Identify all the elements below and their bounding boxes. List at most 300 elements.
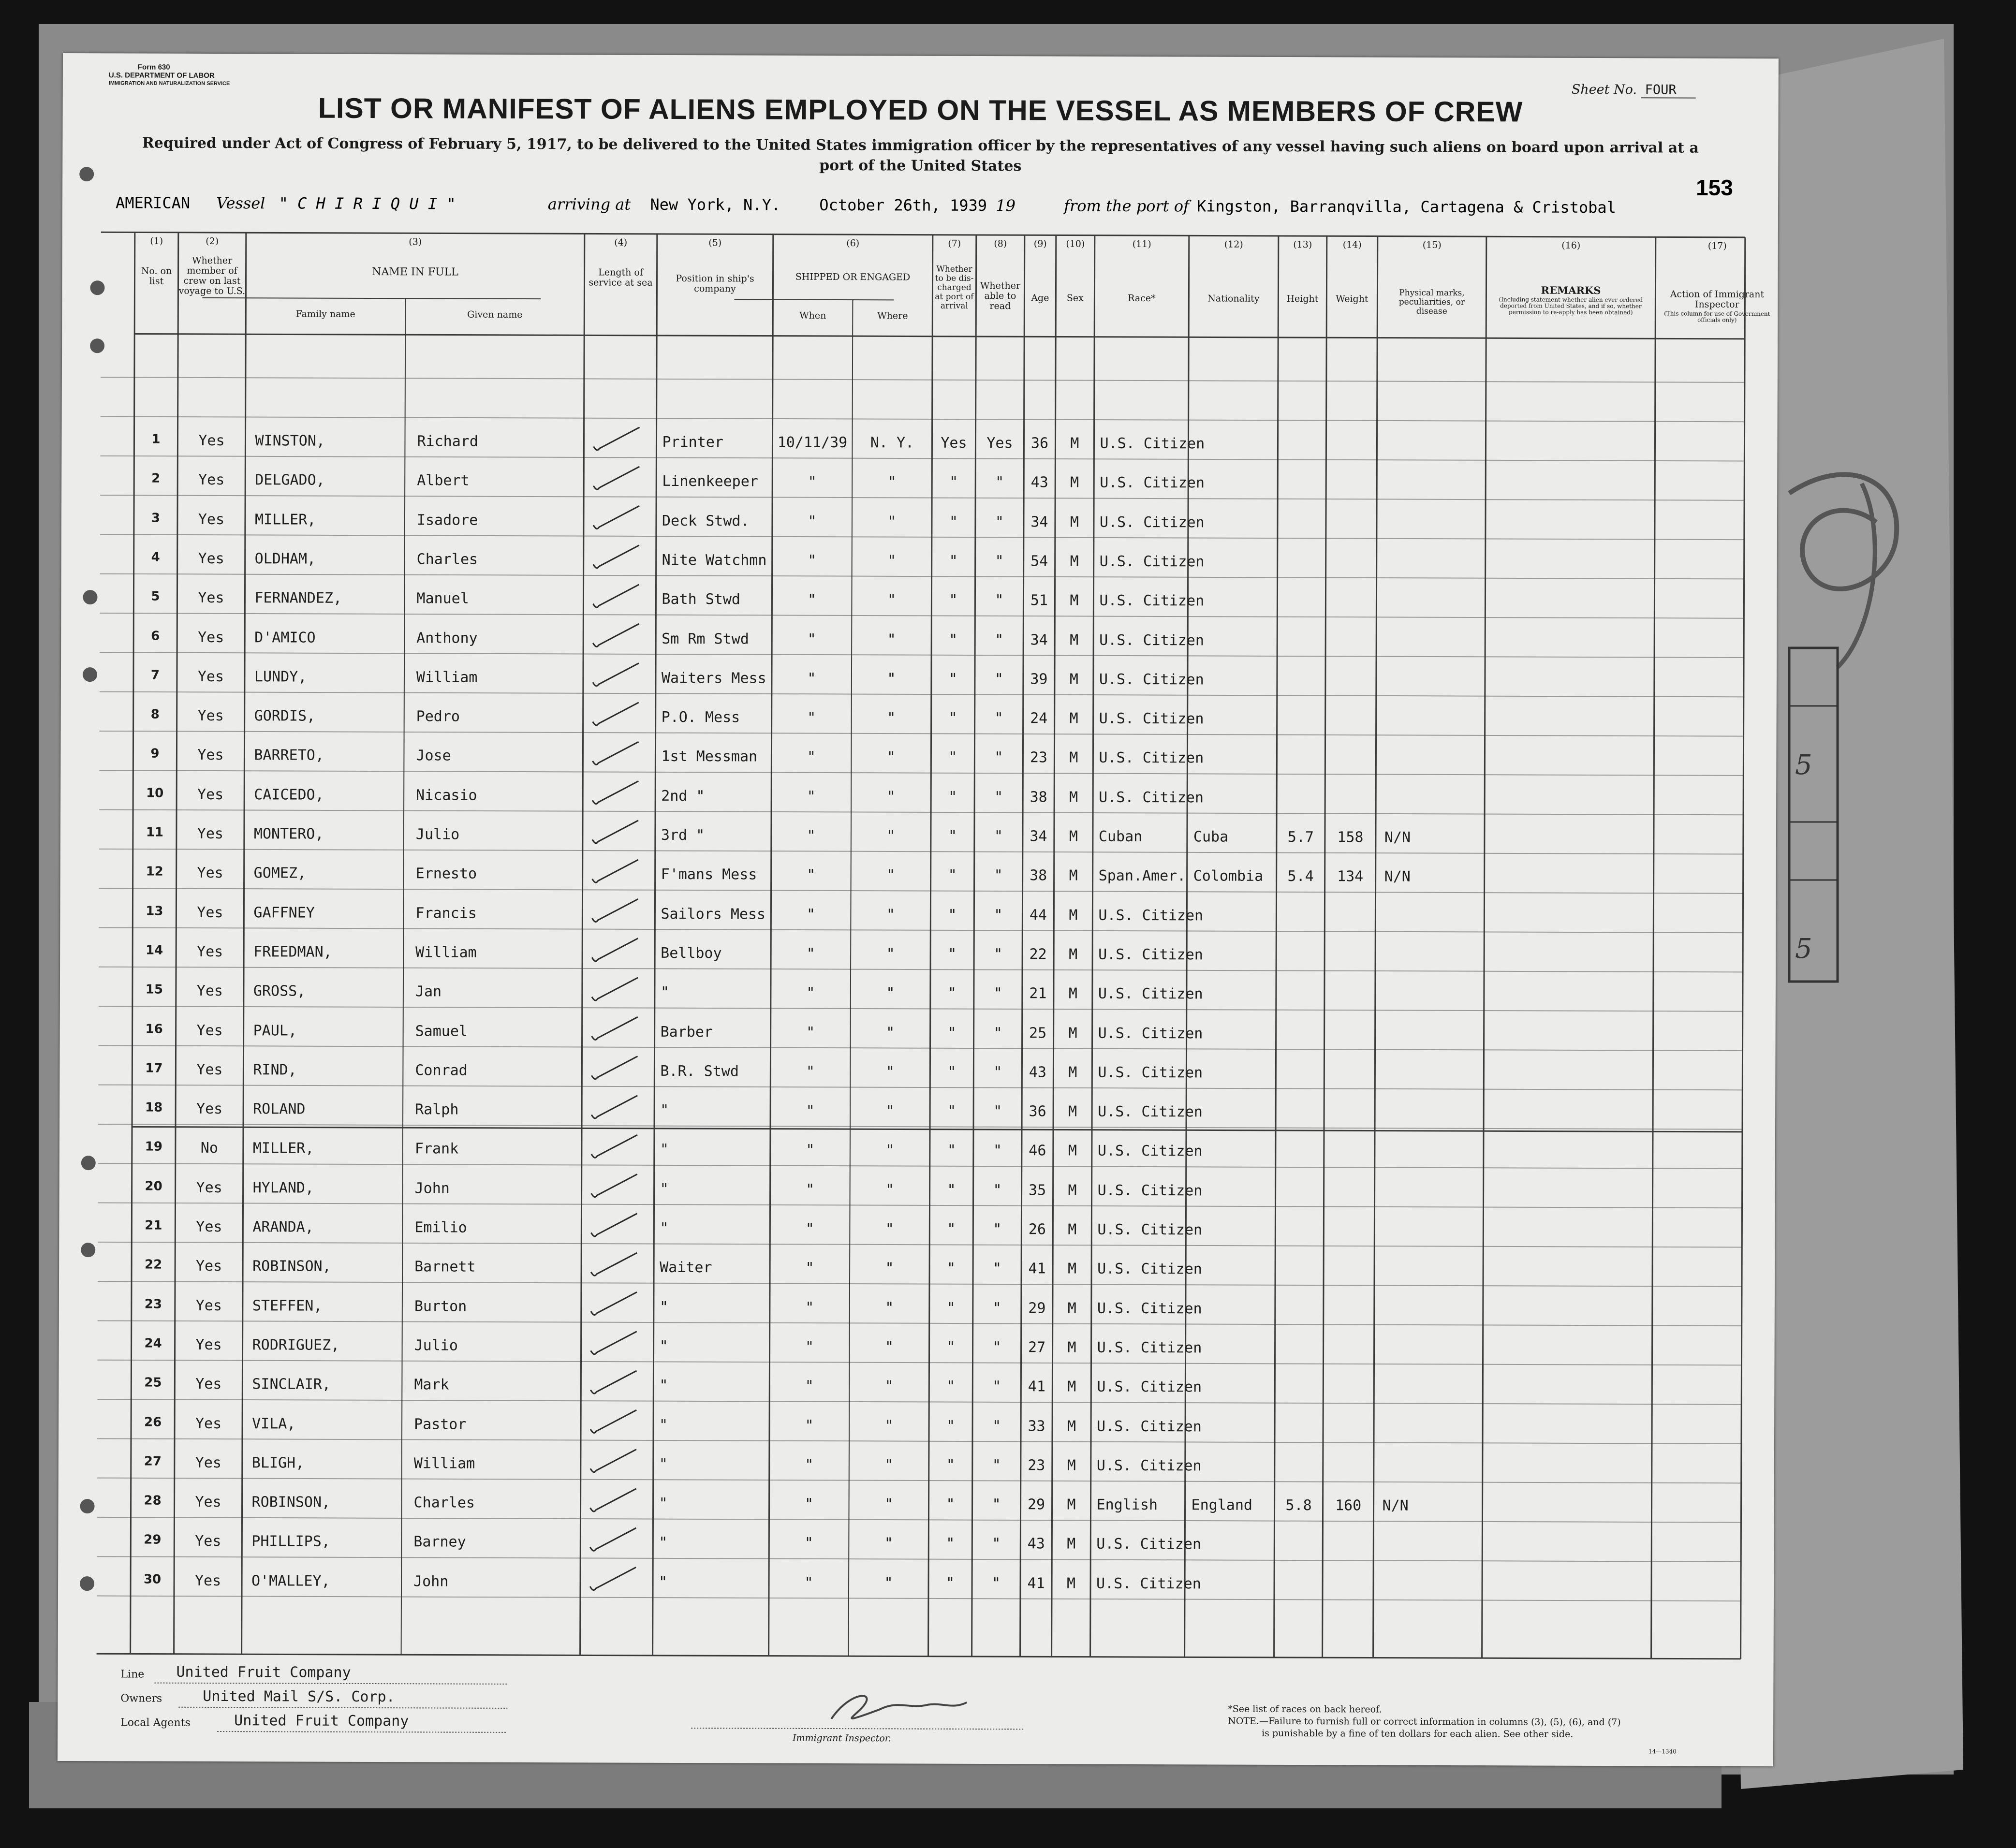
cell-age: 26 [1028,1221,1046,1238]
cell-race: English [1096,1496,1158,1514]
cell-position: " [660,1180,669,1198]
cell-family: STEFFEN, [252,1297,323,1315]
cell-sex: M [1068,985,1077,1002]
header-age: Age [1031,293,1049,304]
cell-position: " [659,1416,668,1434]
inspector-signature [831,1696,967,1719]
cell-member: Yes [195,1336,222,1353]
cell-race: U.S. Citizen [1096,1536,1202,1553]
cell-given: Anthony [416,629,478,647]
cell-when: " [805,1260,814,1277]
cell-position: " [660,1219,669,1237]
cell-race: U.S. Citizen [1099,789,1204,807]
cell-family: ROLAND [253,1100,306,1118]
cell-marks: N/N [1384,829,1411,846]
cell-read: " [993,1221,1002,1238]
cell-no: 28 [144,1493,162,1508]
cell-age: 33 [1028,1417,1045,1435]
cell-no: 5 [151,589,160,604]
cell-read: " [995,552,1004,570]
cell-where: " [887,670,896,688]
header-nationality: Nationality [1207,293,1260,304]
cell-family: WINSTON, [255,432,325,450]
cell-discharged: " [947,1181,956,1199]
cell-read: " [994,945,1003,963]
cell-sex: M [1067,1457,1076,1474]
cell-member: Yes [197,786,224,803]
cell-family: PHILLIPS, [251,1533,330,1551]
cell-race: U.S. Citizen [1099,671,1204,689]
cell-weight: 158 [1337,829,1364,846]
cell-family: FERNANDEZ, [254,589,342,607]
header-length-of-service: Length of service at sea [589,267,653,288]
cell-age: 39 [1030,671,1048,688]
cell-given: Julio [415,826,460,843]
cell-member: Yes [198,471,225,489]
cell-family: SINCLAIR, [252,1376,331,1393]
cell-given: Conrad [415,1062,468,1079]
col10-number: (10) [1066,238,1085,249]
margin-tally-upper: 5 [1795,749,1812,781]
cell-sex: M [1067,1535,1076,1553]
cell-age: 35 [1029,1181,1046,1199]
cell-race: U.S. Citizen [1099,592,1205,610]
cell-sex: M [1067,1339,1076,1356]
cell-position: " [659,1534,668,1552]
cell-sex: M [1069,710,1078,727]
cell-no: 27 [144,1454,162,1469]
cell-where: " [886,748,896,766]
cell-read: " [994,788,1003,806]
cell-age: 23 [1028,1457,1045,1474]
cell-family: DELGADO, [255,471,325,489]
cell-no: 17 [145,1061,163,1076]
cell-where: " [885,1181,895,1199]
cell-no: 22 [144,1257,162,1272]
header-action-note: (This column for use of Government officials only) [1664,310,1770,323]
cell-discharged: " [946,1338,956,1356]
cell-no: 14 [146,943,163,958]
cell-race: U.S. Citizen [1098,985,1203,1003]
cell-given: Jose [416,747,451,764]
cell-read: " [993,985,1002,1002]
cell-where: " [886,827,896,845]
header-action-of-inspector: Action of Immigrant Inspector [1670,289,1765,310]
cell-sex: M [1066,1575,1076,1592]
cell-sex: M [1069,867,1078,884]
cell-discharged: " [949,591,958,609]
cell-when: " [805,1456,814,1473]
cell-position: Linenkeeper [662,473,758,490]
cell-discharged: " [947,1063,956,1081]
cell-when: " [807,631,816,648]
cell-where: " [885,1299,894,1317]
cell-age: 29 [1027,1496,1045,1513]
cell-read: " [993,1103,1002,1120]
cell-where: " [884,1574,893,1592]
cell-where: " [887,709,896,727]
cell-no: 30 [143,1572,162,1587]
cell-read: " [995,513,1004,530]
cell-height: 5.7 [1287,828,1314,846]
cell-sex: M [1068,1142,1077,1159]
cell-given: John [413,1572,449,1590]
margin-tally-lower: 5 [1795,933,1812,965]
punch-hole [81,1156,96,1170]
cell-given: Barnett [414,1258,476,1276]
cell-no: 8 [150,707,160,722]
cell-where: " [886,1024,895,1041]
vessel-flag: AMERICAN [115,193,191,212]
punch-hole [80,1499,95,1513]
cell-no: 18 [145,1100,163,1115]
cell-age: 54 [1030,553,1048,570]
cell-position: B.R. Stwd [660,1062,739,1080]
cell-read: " [992,1378,1001,1395]
cell-member: Yes [198,589,224,607]
cell-when: " [806,945,815,962]
cell-no: 20 [145,1179,162,1194]
cell-sex: M [1067,1378,1076,1395]
cell-age: 38 [1030,867,1047,884]
cell-when: " [804,1535,813,1552]
cell-discharged: " [946,1378,956,1395]
cell-position: " [660,1141,669,1159]
cell-family: ROBINSON, [252,1258,331,1276]
col17-number: (17) [1707,240,1727,251]
cell-family: RIND, [253,1061,297,1079]
print-code: 14—1340 [1648,1748,1677,1755]
cell-when: " [804,1574,813,1591]
cell-position: Nite Watchmn [662,551,767,569]
cell-read: " [992,1417,1001,1435]
cell-read: " [992,1535,1001,1553]
cell-age: 24 [1030,710,1048,727]
service-label: IMMIGRATION AND NATURALIZATION SERVICE [108,80,230,87]
cell-where: " [884,1496,894,1513]
cell-family: O'MALLEY, [251,1572,330,1590]
cell-given: Emilio [414,1219,467,1236]
cell-family: GOMEZ, [253,865,307,882]
col13-number: (13) [1293,239,1312,250]
cell-sex: M [1069,671,1079,688]
cell-age: 21 [1029,985,1047,1002]
cell-when: " [808,473,817,491]
cell-when: " [805,1417,814,1434]
cell-no: 7 [150,668,160,683]
cell-age: 41 [1027,1574,1045,1592]
cell-race: U.S. Citizen [1097,1143,1203,1160]
cell-position: 2nd " [661,787,705,805]
header-shipped-or-engaged: SHIPPED OR ENGAGED [795,271,911,283]
cell-position: Bellboy [661,944,722,962]
cell-nationality: Colombia [1193,867,1264,885]
cell-when: " [808,552,817,569]
cell-sex: M [1067,1300,1076,1317]
cell-discharged: " [948,906,957,924]
cell-given: William [415,944,477,961]
cell-where: " [886,984,895,1002]
cell-family: MILLER, [252,1140,314,1158]
cell-race: U.S. Citizen [1097,1378,1202,1396]
cell-age: 41 [1028,1260,1046,1277]
cell-family: CAICEDO, [254,786,324,804]
cell-sex: M [1068,1103,1077,1120]
cell-age: 46 [1029,1142,1046,1159]
cell-member: Yes [195,1454,221,1471]
cell-position: Sm Rm Stwd [662,630,749,647]
cell-age: 44 [1029,906,1047,924]
cell-member: Yes [197,668,224,685]
header-weight: Weight [1336,293,1369,305]
cell-member: Yes [196,1061,223,1078]
cell-marks: N/N [1384,868,1411,886]
cell-given: Ernesto [415,865,477,882]
cell-race: U.S. Citizen [1096,1457,1202,1475]
cell-when: " [806,906,815,923]
cell-race: U.S. Citizen [1096,1575,1201,1593]
cell-race: U.S. Citizen [1098,907,1204,924]
cell-when: " [804,1495,814,1512]
cell-read: " [993,1181,1002,1199]
cell-when: " [807,591,817,609]
cell-where: " [886,788,896,806]
header-race: Race* [1128,293,1156,304]
cell-nationality: England [1191,1496,1253,1514]
cell-when: " [808,513,817,530]
cell-sex: M [1070,592,1079,609]
cell-height: 5.4 [1287,868,1314,885]
cell-read: " [995,474,1004,491]
owners-label: Owners [120,1692,162,1705]
cell-given: Francis [415,904,477,922]
cell-when: " [806,1102,815,1119]
punch-hole [81,1243,95,1257]
cell-family: OLDHAM, [254,550,316,568]
cell-race: U.S. Citizen [1100,474,1205,492]
cell-when: " [805,1299,814,1316]
cell-race: U.S. Citizen [1099,710,1204,728]
cell-no: 3 [151,511,161,526]
cell-where: " [886,866,896,884]
cell-race: U.S. Citizen [1097,1221,1203,1239]
cell-read: " [994,670,1004,688]
race-note: *See list of races on back hereof. [1228,1703,1382,1715]
cell-read: " [991,1574,1001,1592]
cell-where: " [886,906,895,924]
cell-given: Isadore [416,511,478,529]
cell-sex: M [1069,946,1078,963]
punch-hole [83,590,97,604]
cell-discharged: " [948,788,957,806]
fine-note-line2: is punishable by a fine of ten dollars for each alien. See other side. [1262,1728,1574,1740]
cell-race: U.S. Citizen [1097,1300,1202,1318]
header-no-on-list: No. on list [141,265,172,287]
cell-discharged: Yes [941,434,967,452]
cell-member: Yes [197,904,223,921]
cell-discharged: " [947,1220,956,1238]
cell-when: " [806,1024,815,1041]
cell-member: Yes [198,550,224,567]
cell-read: " [993,1260,1002,1277]
agents-label: Local Agents [120,1716,191,1729]
cell-discharged: " [948,749,957,766]
cell-discharged: " [948,670,958,688]
cell-discharged: " [946,1496,955,1513]
cell-read: " [995,592,1004,609]
cell-member: Yes [196,983,223,1000]
cell-position: P.O. Mess [661,708,740,726]
cell-where: " [885,1260,894,1277]
col16-number: (16) [1561,240,1581,251]
cell-where: " [887,473,897,491]
header-given-name: Given name [467,309,523,320]
cell-position: Sailors Mess [661,905,766,923]
cell-when: " [806,984,815,1002]
agents-value: United Fruit Company [234,1712,409,1730]
cell-race: U.S. Citizen [1098,1103,1203,1121]
department-label: U.S. DEPARTMENT OF LABOR [108,71,215,80]
cell-given: Barney [413,1533,466,1551]
cell-discharged: " [947,984,956,1002]
cell-age: 34 [1030,631,1048,648]
cell-sex: M [1068,1221,1077,1238]
cell-family: HYLAND, [252,1179,314,1197]
cell-where: " [887,591,897,609]
cell-sex: M [1067,1418,1076,1435]
cell-read: " [992,1299,1001,1317]
col15-number: (15) [1422,239,1442,250]
form-number: Form 630 [137,63,170,72]
page-title: LIST OR MANIFEST OF ALIENS EMPLOYED ON THE VESSEL AS MEMBERS OF CREW [318,92,1523,128]
cell-discharged: " [949,631,958,648]
cell-given: Richard [417,433,478,450]
cell-discharged: " [946,1417,956,1435]
cell-when: 10/11/39 [777,434,848,452]
header-remarks-note: (Including statement whether alien ever ordered deported from United States, and if so, whether permission to re-apply has been obtained) [1499,296,1643,316]
cell-where: " [885,1063,895,1081]
cell-race: U.S. Citizen [1097,1339,1202,1357]
cell-read: " [994,828,1003,845]
cell-race: U.S. Citizen [1097,1261,1202,1278]
col8-number: (8) [994,238,1007,249]
cell-no: 10 [146,786,164,801]
cell-no: 25 [144,1375,162,1390]
cell-sex: M [1070,631,1079,649]
cell-position: F'mans Mess [661,866,757,883]
col5-number: (5) [708,237,722,249]
cell-family: FREEDMAN, [253,943,332,961]
arriving-label: arriving at [547,195,631,214]
cell-discharged: " [947,1024,956,1041]
header-height: Height [1286,293,1319,305]
cell-family: ARANDA, [252,1218,314,1236]
cell-family: GAFFNEY [253,904,315,922]
line-label: Line [120,1668,145,1681]
fine-note-line1: NOTE.—Failure to furnish full or correct information in columns (3), (5), (6), and (7) [1228,1716,1621,1728]
cell-given: Pastor [414,1415,467,1433]
cell-position: " [659,1573,668,1591]
cell-family: GORDIS, [254,707,316,725]
cell-given: Albert [417,472,470,489]
col6-number: (6) [846,238,860,249]
cell-position: Bath Stwd [662,591,741,608]
cell-sex: M [1068,1064,1077,1081]
cell-position: Waiter [660,1259,712,1276]
cell-weight: 160 [1335,1497,1362,1514]
cell-read: " [993,1063,1002,1081]
footer-lines [58,53,1779,1766]
cell-given: Ralph [415,1101,459,1118]
cell-height: 5.8 [1285,1497,1312,1514]
cell-read: " [994,749,1003,766]
cell-discharged: " [948,945,957,963]
cell-when: " [805,1378,814,1395]
cell-read: " [992,1338,1001,1356]
cell-position: Deck Stwd. [662,512,750,530]
cell-when: " [807,709,816,726]
cell-race: U.S. Citizen [1097,1418,1202,1435]
inspector-label: Immigrant Inspector. [793,1732,891,1744]
vessel-name: " C H I R I Q U I " [279,194,456,213]
punch-hole [90,338,104,353]
cell-discharged: " [949,552,958,570]
cell-race: U.S. Citizen [1098,1025,1203,1042]
cell-no: 23 [144,1297,162,1312]
header-position: Position in ship's company [676,273,754,294]
cell-read: " [994,867,1003,884]
cell-no: 9 [150,746,160,762]
cell-discharged: " [947,1260,956,1277]
cell-sex: M [1067,1496,1076,1513]
cell-member: Yes [195,1415,222,1432]
cell-position: " [659,1298,668,1316]
punch-hole [79,167,94,181]
cell-member: Yes [197,825,224,843]
cell-given: Julio [414,1337,458,1354]
vessel-label: Vessel [216,193,265,213]
cell-where: " [887,631,896,648]
cell-marks: N/N [1382,1497,1409,1514]
cell-sex: M [1069,749,1078,766]
cell-no: 19 [145,1139,163,1155]
cell-when: " [807,866,816,884]
cell-race: U.S. Citizen [1099,553,1205,571]
cell-no: 11 [146,825,164,840]
cell-read: " [993,1142,1002,1159]
col3-number: (3) [409,236,422,248]
cell-member: Yes [194,1572,221,1589]
cell-nationality: Cuba [1193,828,1229,846]
cell-member: Yes [196,1022,223,1039]
cell-discharged: " [946,1456,955,1474]
cell-discharged: " [946,1535,955,1553]
manifest-sheet [58,53,1779,1766]
cell-position: " [659,1455,668,1473]
cell-discharged: " [948,827,957,845]
col7-number: (7) [948,238,961,249]
cell-race: U.S. Citizen [1098,946,1203,964]
cell-sex: M [1069,789,1078,806]
cell-read: Yes [986,435,1013,452]
cell-given: William [416,669,478,686]
header-where: Where [877,310,908,322]
cell-age: 43 [1029,1064,1047,1081]
cell-sex: M [1068,1260,1077,1277]
cell-member: Yes [197,865,223,882]
header-name-in-full: NAME IN FULL [372,266,458,279]
owners-value: United Mail S/S. Corp. [203,1687,395,1706]
